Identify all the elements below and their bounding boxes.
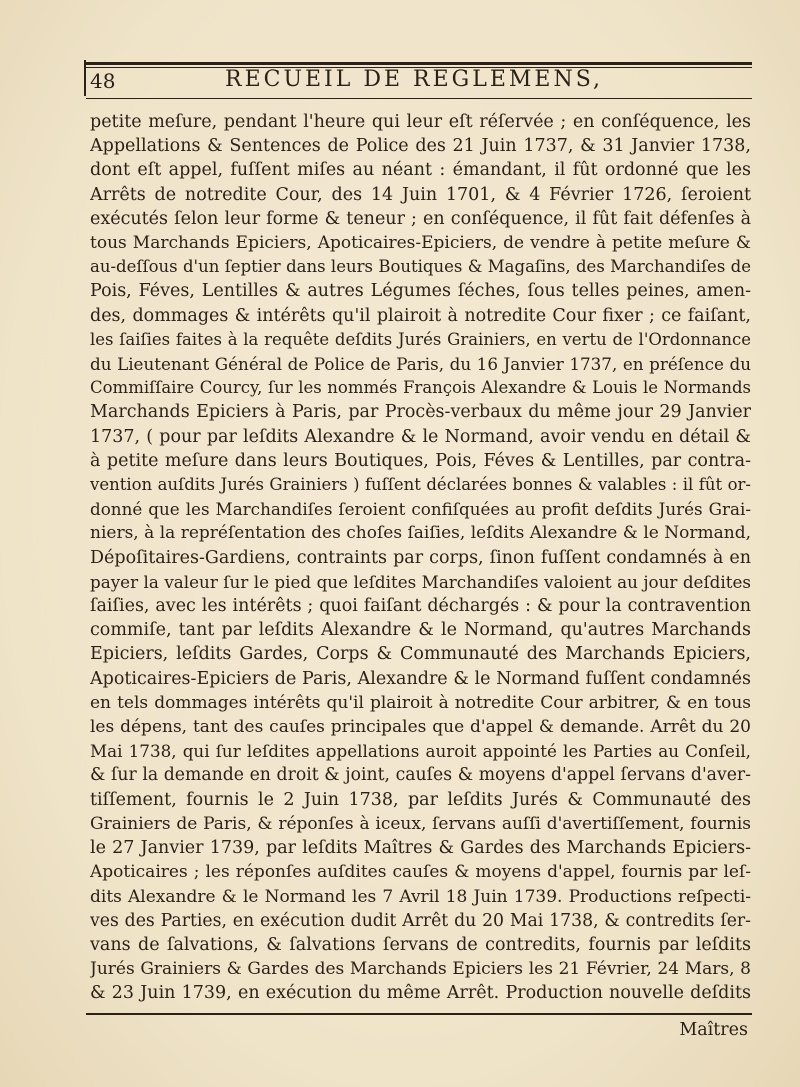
text-line: des, dommages & intérêts qu'il plairoit à notredite Cour fixer ; ce faiſant,	[90, 305, 751, 326]
text-line: tous Marchands Epiciers, Apoticaires-Epiciers, de vendre à petite meſure &	[90, 233, 751, 254]
text-line: Marchands Epiciers à Paris, par Procès-verbaux du même jour 29 Janvier	[90, 402, 751, 423]
bottom-rule	[86, 1013, 752, 1015]
text-line: exécutés ſelon leur forme & teneur ; en conſéquence, il fût fait défenſes à	[90, 208, 751, 229]
text-line: Pois, Féves, Lentilles & autres Légumes ſéches, ſous telles peines, amen-	[90, 281, 751, 302]
text-line: au-deſſous d'un ſeptier dans leurs Boutiques & Magaſins, des Marchandiſes de	[90, 257, 751, 277]
text-line: vention auſdits Jurés Grainiers ) fuſſent déclarées bonnes & valables : il fût or-	[90, 475, 751, 495]
header-rule	[86, 98, 752, 99]
text-line: Commiſſaire Courcy, ſur les nommés François Alexandre & Louis le Normands	[90, 378, 751, 398]
text-line: Mai 1738, qui ſur leſdites appellations auroit appointé les Parties au Conſeil,	[90, 741, 751, 762]
text-line: Dépoſitaires-Gardiens, contraints par corps, ſinon fuſſent condamnés à en	[90, 547, 751, 568]
text-line: commiſe, tant par leſdits Alexandre & le Normand, qu'autres Marchands	[90, 620, 751, 641]
text-line: niers, à la repréſentation des choſes ſaiſies, leſdits Alexandre & le Normand,	[90, 523, 751, 544]
text-line: Jurés Grainiers & Gardes des Marchands Epiciers les 21 Février, 24 Mars, 8	[90, 959, 751, 980]
text-line: du Lieutenant Général de Police de Paris, du 16 Janvier 1737, en préſence du	[90, 354, 751, 375]
text-line: Apoticaires-Epiciers de Paris, Alexandre & le Normand fuſſent condamnés	[90, 668, 751, 689]
text-line: Epiciers, leſdits Gardes, Corps & Communauté des Marchands Epiciers,	[90, 644, 751, 665]
page-number: 48	[90, 69, 116, 93]
text-line: & 23 Juin 1739, en exécution du même Arrêt. Production nouvelle deſdits	[90, 983, 751, 1004]
text-line: Apoticaires ; les réponſes auſdites cauſes & moyens d'appel, fournis par leſ-	[90, 862, 751, 883]
running-head: RECUEIL DE REGLEMENS,	[225, 67, 604, 92]
text-line: dont eſt appel, fuſſent miſes au néant : émandant, il fût ordonné que les	[90, 160, 751, 181]
text-line: donné que les Marchandiſes ſeroient confiſquées au profit deſdits Jurés Grai-	[90, 499, 751, 520]
text-line: dits Alexandre & le Normand les 7 Avril 18 Juin 1739. Productions reſpecti-	[90, 886, 751, 907]
text-line: ſaiſies, avec les intérêts ; quoi faiſant déchargés : & pour la contravention	[90, 596, 751, 617]
text-line: vans de ſalvations, & ſalvations ſervans de contredits, fournis par leſdits	[90, 934, 751, 955]
text-line: & ſur la demande en droit & joint, cauſes & moyens d'appel ſervans d'aver-	[90, 765, 751, 786]
text-line: les ſaiſies faites à la requête deſdits Jurés Grainiers, en vertu de l'Ordonnance	[90, 329, 751, 349]
text-line: petite meſure, pendant l'heure qui leur eſt réſervée ; en conſéquence, les	[90, 112, 751, 132]
text-line: ves des Parties, en exécution dudit Arrêt du 20 Mai 1738, & contredits ſer-	[90, 910, 751, 931]
body-text	[90, 110, 751, 1006]
text-line: en tels dommages intérêts qu'il plairoit à notredite Cour arbitrer, & en tous	[90, 692, 751, 713]
text-line: 1737, ( pour par leſdits Alexandre & le Normand, avoir vendu en détail &	[90, 426, 751, 447]
text-line: le 27 Janvier 1739, par leſdits Maîtres & Gardes des Marchands Epiciers-	[90, 838, 751, 859]
text-line: Arrêts de notredite Cour, des 14 Juin 1701, & 4 Février 1726, ſeroient	[90, 184, 751, 205]
text-line: payer la valeur ſur le pied que leſdites Marchandiſes valoient au jour deſdites	[90, 571, 751, 592]
text-line: Appellations & Sentences de Police des 21 Juin 1737, & 31 Janvier 1738,	[90, 136, 751, 157]
text-line: les dépens, tant des cauſes principales que d'appel & demande. Arrêt du 20	[90, 717, 751, 738]
text-line: Grainiers de Paris, & réponſes à iceux, ſervans auſſi d'avertiſſement, fournis	[90, 813, 751, 834]
catchword: Maîtres	[679, 1020, 748, 1040]
text-line: tiſſement, fournis le 2 Juin 1738, par leſdits Jurés & Communauté des	[90, 789, 751, 810]
left-margin-bar	[84, 60, 86, 96]
text-line: à petite meſure dans leurs Boutiques, Pois, Féves & Lentilles, par contra-	[90, 450, 751, 471]
